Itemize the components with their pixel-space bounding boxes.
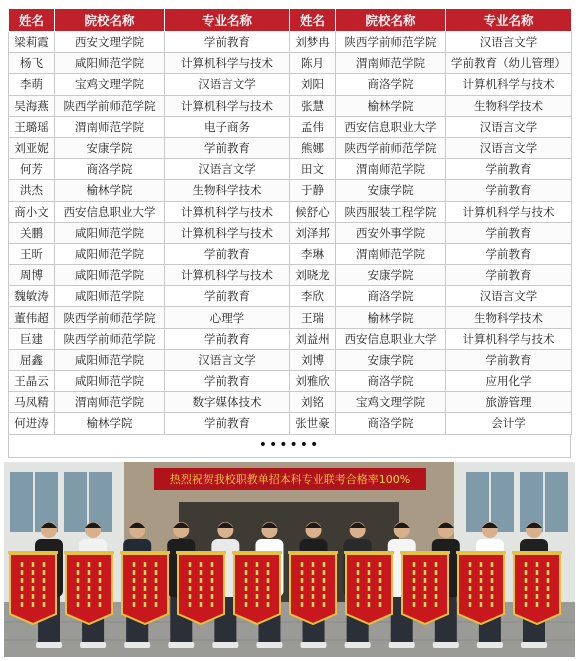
- table-row: [9, 137, 572, 158]
- cell-name-left: 何进涛: [9, 413, 55, 434]
- cell-school-left: 陕西学前师范学院: [55, 307, 165, 328]
- cell-name-right: 刘泽邦: [290, 222, 336, 243]
- cell-name-right: 刘阳: [290, 74, 336, 95]
- pennant: [64, 551, 114, 624]
- table-row: [9, 265, 572, 286]
- cell-school-right: 榆林学院: [336, 95, 446, 116]
- cell-major-left: 计算机科学与技术: [165, 95, 290, 116]
- cell-major-right: 学前教育: [446, 265, 572, 286]
- pennant: [344, 551, 394, 624]
- cell-school-right: 西安信息职业大学: [336, 328, 446, 349]
- cell-name-left: 商小文: [9, 201, 55, 222]
- cell-name-right: 田文: [290, 159, 336, 180]
- header-major-left: 专业名称: [165, 9, 290, 32]
- cell-major-right: 生物科学技术: [446, 95, 572, 116]
- table-row: [9, 286, 572, 307]
- cell-major-right: 学前教育: [446, 349, 572, 370]
- cell-name-left: 巨建: [9, 328, 55, 349]
- cell-school-left: 咸阳师范学院: [55, 243, 165, 264]
- cell-name-right: 陈月: [290, 53, 336, 74]
- cell-school-left: 渭南师范学院: [55, 392, 165, 413]
- cell-school-right: 商洛学院: [336, 371, 446, 392]
- cell-school-right: 渭南师范学院: [336, 243, 446, 264]
- cell-name-right: 刘铭: [290, 392, 336, 413]
- pennant: [8, 551, 58, 624]
- cell-school-left: 咸阳师范学院: [55, 371, 165, 392]
- table-row: [9, 371, 572, 392]
- pennant: [232, 551, 282, 624]
- admission-roster-table: [8, 8, 572, 435]
- cell-school-left: 咸阳师范学院: [55, 265, 165, 286]
- cell-name-right: 刘益州: [290, 328, 336, 349]
- cell-major-right: 汉语言文学: [446, 32, 572, 53]
- cell-major-right: 计算机科学与技术: [446, 201, 572, 222]
- pennant: [120, 551, 170, 624]
- cell-major-left: 计算机科学与技术: [165, 53, 290, 74]
- cell-major-right: 学前教育: [446, 159, 572, 180]
- cell-major-right: 生物科学技术: [446, 307, 572, 328]
- cell-major-left: 心理学: [165, 307, 290, 328]
- table-row: [9, 222, 572, 243]
- cell-major-left: 学前教育: [165, 371, 290, 392]
- table-row: [9, 116, 572, 137]
- more-rows-indicator: ••••••: [8, 435, 571, 458]
- table-row: [9, 32, 572, 53]
- cell-major-right: 会计学: [446, 413, 572, 434]
- header-school-right: 院校名称: [336, 9, 446, 32]
- table-row: [9, 180, 572, 201]
- cell-name-right: 熊娜: [290, 137, 336, 158]
- cell-major-left: 汉语言文学: [165, 159, 290, 180]
- table-row: [9, 243, 572, 264]
- cell-name-left: 魏敏涛: [9, 286, 55, 307]
- table-row: [9, 413, 572, 434]
- cell-name-left: 杨飞: [9, 53, 55, 74]
- cell-name-left: 屈鑫: [9, 349, 55, 370]
- cell-name-right: 候舒心: [290, 201, 336, 222]
- cell-school-right: 陕西服装工程学院: [336, 201, 446, 222]
- table-row: [9, 392, 572, 413]
- banner-text: 热烈祝贺我校职教单招本科专业联考合格率100%: [169, 473, 411, 486]
- cell-name-left: 李萌: [9, 74, 55, 95]
- cell-school-right: 西安信息职业大学: [336, 116, 446, 137]
- cell-major-left: 生物科学技术: [165, 180, 290, 201]
- cell-name-right: 刘梦冉: [290, 32, 336, 53]
- table-row: [9, 74, 572, 95]
- cell-major-right: 汉语言文学: [446, 286, 572, 307]
- cell-name-right: 李欣: [290, 286, 336, 307]
- cell-name-right: 孟伟: [290, 116, 336, 137]
- cell-major-right: 学前教育: [446, 180, 572, 201]
- cell-name-right: 张慧: [290, 95, 336, 116]
- cell-major-right: 学前教育: [446, 222, 572, 243]
- cell-school-right: 陕西学前师范学院: [336, 137, 446, 158]
- cell-major-right: 学前教育: [446, 243, 572, 264]
- pennant: [176, 551, 226, 624]
- cell-school-left: 陕西学前师范学院: [55, 328, 165, 349]
- celebration-photo-illustration: [4, 462, 575, 657]
- cell-name-left: 刘亚妮: [9, 137, 55, 158]
- cell-major-left: 汉语言文学: [165, 74, 290, 95]
- cell-major-right: 汉语言文学: [446, 116, 572, 137]
- header-major-right: 专业名称: [446, 9, 572, 32]
- cell-name-left: 洪杰: [9, 180, 55, 201]
- cell-major-left: 学前教育: [165, 328, 290, 349]
- cell-major-left: 学前教育: [165, 32, 290, 53]
- cell-major-left: 学前教育: [165, 243, 290, 264]
- pennant: [512, 551, 562, 624]
- cell-name-right: 王瑞: [290, 307, 336, 328]
- cell-school-left: 咸阳师范学院: [55, 286, 165, 307]
- cell-major-left: 学前教育: [165, 137, 290, 158]
- cell-school-right: 商洛学院: [336, 74, 446, 95]
- cell-school-left: 榆林学院: [55, 180, 165, 201]
- cell-name-left: 梁莉霞: [9, 32, 55, 53]
- cell-school-right: 渭南师范学院: [336, 159, 446, 180]
- roster-container: [8, 8, 571, 458]
- celebration-photo: [4, 462, 575, 657]
- cell-major-right: 应用化学: [446, 371, 572, 392]
- cell-school-right: 商洛学院: [336, 413, 446, 434]
- cell-school-left: 咸阳师范学院: [55, 53, 165, 74]
- cell-name-left: 王昕: [9, 243, 55, 264]
- cell-school-left: 陕西学前师范学院: [55, 95, 165, 116]
- cell-school-left: 西安文理学院: [55, 32, 165, 53]
- cell-major-left: 学前教育: [165, 413, 290, 434]
- cell-school-right: 陕西学前师范学院: [336, 32, 446, 53]
- table-row: [9, 95, 572, 116]
- cell-major-left: 计算机科学与技术: [165, 222, 290, 243]
- header-name-left: 姓名: [9, 9, 55, 32]
- cell-school-left: 咸阳师范学院: [55, 222, 165, 243]
- cell-major-left: 学前教育: [165, 286, 290, 307]
- cell-major-left: 电子商务: [165, 116, 290, 137]
- cell-school-left: 宝鸡文理学院: [55, 74, 165, 95]
- cell-name-left: 王璐瑶: [9, 116, 55, 137]
- cell-school-left: 咸阳师范学院: [55, 349, 165, 370]
- table-row: [9, 349, 572, 370]
- cell-name-right: 于静: [290, 180, 336, 201]
- pennant: [400, 551, 450, 624]
- cell-school-right: 安康学院: [336, 180, 446, 201]
- cell-name-left: 马凤精: [9, 392, 55, 413]
- cell-name-right: 刘晓龙: [290, 265, 336, 286]
- cell-major-right: 旅游管理: [446, 392, 572, 413]
- cell-major-right: 计算机科学与技术: [446, 328, 572, 349]
- cell-name-left: 关鹏: [9, 222, 55, 243]
- cell-school-left: 榆林学院: [55, 413, 165, 434]
- cell-name-left: 董伟超: [9, 307, 55, 328]
- cell-major-left: 计算机科学与技术: [165, 201, 290, 222]
- pennant: [288, 551, 338, 624]
- cell-name-right: 李琳: [290, 243, 336, 264]
- cell-school-left: 安康学院: [55, 137, 165, 158]
- cell-school-right: 西安外事学院: [336, 222, 446, 243]
- table-header-row: [9, 9, 572, 32]
- cell-major-right: 计算机科学与技术: [446, 74, 572, 95]
- cell-major-right: 学前教育（幼儿管理）: [446, 53, 572, 74]
- cell-name-right: 张世豪: [290, 413, 336, 434]
- cell-school-right: 宝鸡文理学院: [336, 392, 446, 413]
- cell-school-left: 商洛学院: [55, 159, 165, 180]
- cell-school-right: 商洛学院: [336, 286, 446, 307]
- table-row: [9, 159, 572, 180]
- cell-name-left: 王晶云: [9, 371, 55, 392]
- cell-major-left: 数字媒体技术: [165, 392, 290, 413]
- cell-school-right: 渭南师范学院: [336, 53, 446, 74]
- cell-school-right: 安康学院: [336, 349, 446, 370]
- cell-school-left: 西安信息职业大学: [55, 201, 165, 222]
- cell-school-right: 安康学院: [336, 265, 446, 286]
- table-row: [9, 53, 572, 74]
- cell-name-left: 周博: [9, 265, 55, 286]
- header-school-left: 院校名称: [55, 9, 165, 32]
- pennant: [456, 551, 506, 624]
- cell-name-left: 何芳: [9, 159, 55, 180]
- table-row: [9, 328, 572, 349]
- header-name-right: 姓名: [290, 9, 336, 32]
- cell-major-right: 汉语言文学: [446, 137, 572, 158]
- cell-school-right: 榆林学院: [336, 307, 446, 328]
- cell-name-right: 刘雅欣: [290, 371, 336, 392]
- cell-name-right: 刘博: [290, 349, 336, 370]
- table-row: [9, 201, 572, 222]
- cell-school-left: 渭南师范学院: [55, 116, 165, 137]
- cell-major-left: 计算机科学与技术: [165, 265, 290, 286]
- cell-major-left: 汉语言文学: [165, 349, 290, 370]
- cell-name-left: 吴海燕: [9, 95, 55, 116]
- table-row: [9, 307, 572, 328]
- table-body: [9, 32, 572, 435]
